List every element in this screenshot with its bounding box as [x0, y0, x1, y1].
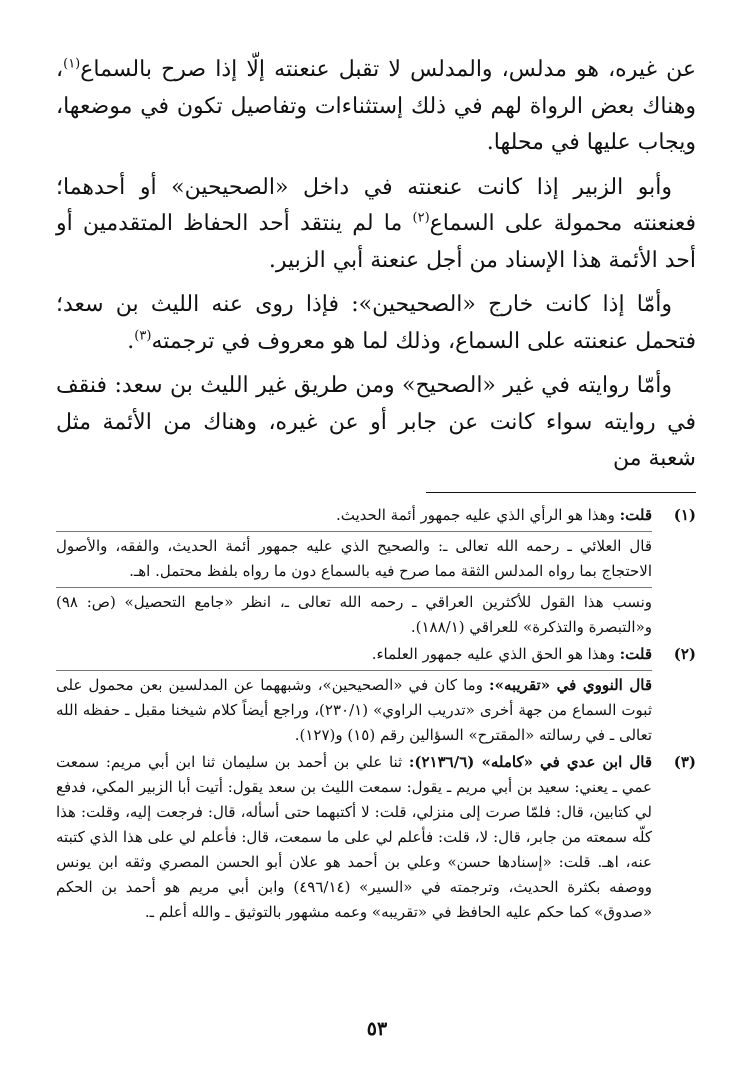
- footnote-note: قال العلائي ـ رحمه الله تعالى ـ: والصحيح الذي عليه جمهور أئمة الحديث، والفقه، والأصول الاحتجاج بما رواه المدلس الثقة مما صرح فيه بالسماع دون ما رواه بلفظ محتمل. اهـ.: [56, 531, 652, 584]
- footnote-text: ثنا علي بن أحمد بن سليمان ثنا ابن أبي مريم: سمعت عمي ـ يعني: سعيد بن أبي مريم ـ يقول: سمعت الليث بن سعد يقول: أتيت أبا الزبير المكي، فدفع لي كتابين، قال: فلمّا صرت إلى منزلي، قلت: لا أكتبهما حتى أسأله، قال: فرجعت إليه، وقلت: هذا كلّه سمعته من جابر، قال: لا، قلت: فأعلم لي على ما سمعت، قال: فأعلم لي على هذا الذي كتبته عنه، اهـ. قلت: «إسنادها حسن» وعلي بن أحمد هو علان أبو الحسن المصري وثقه ابن يونس ووصفه بكثرة الحديث، وترجمته في «السير» (٤٩٦/١٤) وابن أبي مريم هو أحمد بن الحكم «صدوق» كما حكم عليه الحافظ في «تقريبه» وعمه مشهور بالتوثيق ـ والله أعلم ـ.: [56, 752, 652, 921]
- main-text: [56, 52, 696, 478]
- footnote-body: [56, 750, 652, 925]
- footnote-3: [56, 750, 696, 925]
- footnote-ref-1[interactable]: (١): [63, 56, 81, 72]
- book-page: [56, 52, 696, 927]
- paragraph-3: [56, 287, 696, 360]
- footnote-number: (٣): [673, 752, 696, 771]
- footnote-text: وهذا هو الرأي الذي عليه جمهور أئمة الحديث.: [335, 505, 620, 524]
- footnote-note-text: وما كان في «الصحيحين»، وشبههما عن المدلسين بعن محمول على ثبوت السماع من جهة أخرى «تدريب الراوي» (٢٣٠/١)، وراجع أيضاً كلام شيخنا مقبل ـ حفظه الله تعالى ـ في رسالته «المقترح» السؤالين رقم (١٥) و(١٢٧).: [56, 675, 653, 744]
- footnote-lead: قلت:: [619, 505, 652, 524]
- footnote-main: [56, 750, 652, 925]
- footnote-lead: قال ابن عدي في «كامله» (٢١٣٦/٦):: [408, 752, 652, 771]
- paragraph-1-tail: ، وهناك بعض الرواة لهم في ذلك إستثناءات وتفاصيل تكون في موضعها، ويجاب عليها في محلها.: [56, 57, 696, 155]
- footnotes: [56, 503, 696, 925]
- footnote-number: (١): [673, 505, 696, 524]
- footnote-ref-3[interactable]: (٣): [134, 328, 152, 344]
- footnote-body: [56, 503, 652, 640]
- footnote-note-lead: قال النووي في «تقريبه»:: [489, 675, 652, 694]
- footnote-main: [56, 642, 652, 667]
- paragraph-1: [56, 52, 696, 162]
- paragraph-4: [56, 368, 696, 478]
- paragraph-3-text: وأمّا إذا كانت خارج «الصحيحين»: فإذا روى عنه الليث بن سعد؛ فتحمل عنعنته على السماع، وذلك لما هو معروف في ترجمته: [56, 292, 696, 354]
- footnote-ref-2[interactable]: (٢): [412, 210, 430, 226]
- paragraph-2: [56, 170, 696, 280]
- footnote-main: [56, 503, 652, 528]
- footnote-note: ونسب هذا القول للأكثرين العراقي ـ رحمه الله تعالى ـ، انظر «جامع التحصيل» (ص: ٩٨) و«التبصرة والتذكرة» للعراقي (١٨٨/١).: [56, 587, 652, 640]
- paragraph-2-tail: ما لم ينتقد أحد الحفاظ المتقدمين أو أحد الأئمة هذا الإسناد من أجل عنعنة أبي الزبير.: [56, 211, 696, 273]
- footnote-separator: [426, 492, 696, 493]
- paragraph-1-text: عن غيره، هو مدلس، والمدلس لا تقبل عنعنته إلّا إذا صرح بالسماع: [80, 57, 696, 82]
- footnote-note: [56, 670, 652, 748]
- footnote-1: [56, 503, 696, 640]
- footnote-number: (٢): [673, 644, 696, 663]
- footnote-body: [56, 642, 652, 748]
- footnote-2: [56, 642, 696, 748]
- footnote-text: وهذا هو الحق الذي عليه جمهور العلماء.: [371, 644, 620, 663]
- footnote-lead: قلت:: [619, 644, 652, 663]
- paragraph-3-tail: .: [127, 328, 135, 354]
- page-number: ٥٣: [366, 1018, 388, 1040]
- paragraph-2-text: وأبو الزبير إذا كانت عنعنته في داخل «الصحيحين» أو أحدهما؛ فعنعنته محمولة على السماع: [56, 174, 696, 236]
- paragraph-4-text: وأمّا روايته في غير «الصحيح» ومن طريق غير الليث بن سعد: فنقف في روايته سواء كانت عن جابر أو عن غيره، وهناك من الأئمة مثل شعبة من: [56, 373, 696, 471]
